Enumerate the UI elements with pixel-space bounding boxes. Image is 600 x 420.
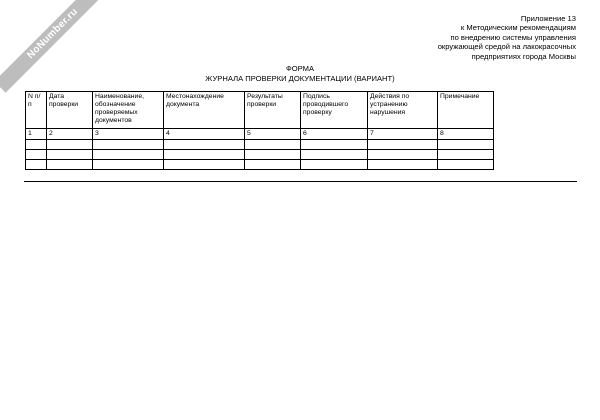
column-header: Наименование, обозначение проверяемых документов	[93, 92, 164, 129]
form-subtitle: ЖУРНАЛА ПРОВЕРКИ ДОКУМЕНТАЦИИ (ВАРИАНТ)	[205, 73, 395, 83]
table-cell	[93, 160, 164, 170]
appendix-line: предприятиях города Москвы	[471, 51, 576, 61]
watermark-ribbon: NoNumber.ru	[0, 0, 112, 93]
table-cell	[93, 150, 164, 160]
table-row	[26, 140, 494, 150]
page-divider	[24, 181, 577, 182]
column-number: 7	[368, 129, 438, 140]
column-number: 1	[26, 129, 47, 140]
column-number-row	[26, 129, 494, 140]
column-number: 8	[438, 129, 494, 140]
table-cell	[368, 140, 438, 150]
table-cell	[93, 140, 164, 150]
table-cell	[301, 140, 368, 150]
column-number: 3	[93, 129, 164, 140]
column-header: Действия по устранению нарушения	[368, 92, 438, 129]
table-cell	[368, 150, 438, 160]
table-row	[26, 160, 494, 170]
table-cell	[301, 160, 368, 170]
column-number: 2	[47, 129, 93, 140]
table-cell	[26, 140, 47, 150]
table-header-row	[26, 92, 494, 129]
table-cell	[47, 160, 93, 170]
column-header: N п/п	[26, 92, 47, 129]
table-cell	[26, 160, 47, 170]
table-cell	[47, 140, 93, 150]
table-cell	[164, 140, 245, 150]
table-cell	[164, 160, 245, 170]
table-cell	[245, 140, 301, 150]
table-row	[26, 150, 494, 160]
column-header: Результаты проверки	[245, 92, 301, 129]
appendix-line: к Методическим рекомендациям	[460, 23, 576, 33]
appendix-line: окружающей средой на лакокрасочных	[437, 42, 576, 52]
appendix-note	[438, 14, 576, 61]
table-cell	[245, 150, 301, 160]
form-title: ФОРМА	[285, 64, 315, 73]
column-header: Примечание	[438, 92, 494, 129]
table-cell	[164, 150, 245, 160]
column-number: 5	[245, 129, 301, 140]
table-cell	[438, 160, 494, 170]
table-cell	[368, 160, 438, 170]
appendix-line: Приложение 13	[520, 14, 576, 23]
column-header: Дата проверки	[47, 92, 93, 129]
table-cell	[438, 140, 494, 150]
table-cell	[438, 150, 494, 160]
appendix-line: по внедрению системы управления	[450, 32, 576, 42]
column-number: 6	[301, 129, 368, 140]
column-number: 4	[164, 129, 245, 140]
table-cell	[26, 150, 47, 160]
table-cell	[301, 150, 368, 160]
blank-rows	[26, 140, 494, 170]
table-cell	[47, 150, 93, 160]
inspection-journal-table	[25, 91, 494, 170]
column-header: Местонахождение документа	[164, 92, 245, 129]
form-heading	[0, 64, 600, 83]
table-cell	[245, 160, 301, 170]
column-header: Подпись проводившего проверку	[301, 92, 368, 129]
